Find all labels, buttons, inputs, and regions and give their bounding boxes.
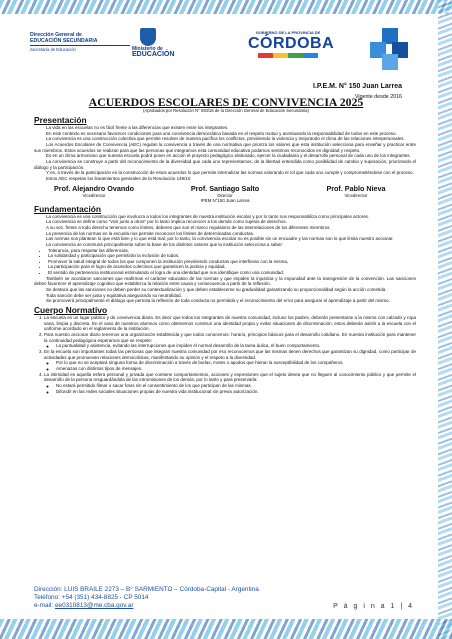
paragraph: Es en un clima armonioso que nuestra escuela podrá poner en acción el proyecto pedagógico elaborado, ejercer la ciudadanía y el desarrollo personal de cada uno de los integrantes. <box>46 153 411 159</box>
footer-email-line: e-mail: ee0310813@me.cba.gov.ar <box>34 602 134 610</box>
paragraph: La convivencia se construirá principalmente sobre la base de los distintos valores que la institución selecciona a saber: <box>46 241 284 247</box>
email-link[interactable]: ee0310813@me.cba.gov.ar <box>54 602 134 610</box>
list-item: ◦ Por lo que no se aceptará ninguna forma de discriminación a través de burlas, motes o apodos que hieran la susceptibilidad de los compañeros. <box>56 360 416 366</box>
paragraph: La convivencia es una construcción colectiva que permite resolver de manera pacífica los conflictos, previniendo la violencia y mejorando el clima de las relaciones interpersonales. <box>46 136 405 142</box>
dges-logo: Dirección General de EDUCACIÓN SECUNDARIA Secretaría de Educación <box>30 32 130 52</box>
sub-list <box>44 383 416 394</box>
list-item: 4. La intimidad es aquella esfera personal y privada que contiene comportamientos, acciones y expresiones que el sujeto desea que no lleguen al conocimiento público y que permite el desarrollo de la persona resguardándola de las intromisiones de los demás, por lo tanto y para preservarla: ◦ No estará permitido filmar o sacar fotos sin el consentimiento de los que participan de las mismas. ◦ Difundir en las redes sociales situaciones propias de nuestra vida institucional sin previa autorización. <box>44 372 416 395</box>
list-item: • La solidaridad y participación que permitirán la inclusión de todos. <box>48 253 416 259</box>
list-item: • El sentido de pertenencia institucional estimulando el logro de una identidad que nos identifique como una comunidad. <box>48 270 416 276</box>
ministerio-emblem-icon <box>140 28 156 46</box>
paragraph: Se promoverá principalmente el diálogo que permita la reflexión de toda conducta no permitida y el reconocimiento del error para asegurar el aprendizaje a partir del mismo. <box>46 298 390 304</box>
page-title: ACUERDOS ESCOLARES DE CONVIVENCIA 2025 <box>88 95 364 109</box>
school-name: I.P.E.M. N° 150 Juan Larrea <box>312 83 402 90</box>
list-item: • Promover la salud integral de todos los que componen la institución previniendo conductas que interfieran con la misma, <box>48 259 416 265</box>
paragraph: Los Acuerdos Escolares de Convivencia (AEC) regulan la convivencia a través de una normativa que prioriza los valores que esta institución selecciona para enseñar y practicar entre sus miembros. Estos acuerdos se realizan para que las personas que integramos esta comunidad educativa podamos sentirnos reconocidos en dignidad y respeto. <box>34 141 416 153</box>
cordoba-color-bar <box>258 53 318 58</box>
values-list <box>34 248 416 276</box>
paragraph: En este contexto es necesario favorecer condiciones para una convivencia democrática basada en el respeto mutuo y acentuando la responsabilidad de todos en este proceso. <box>46 130 397 136</box>
sub-list <box>44 360 416 371</box>
decorative-bottom-band <box>0 619 452 639</box>
list-item: ◦ Difundir en las redes sociales situaciones propias de nuestra vida institucional sin previa autorización. <box>56 389 416 395</box>
paragraph: La vida en las escuelas no es fácil frente a las diferencias que existen entre los integrantes. <box>46 125 229 130</box>
paragraph: La convivencia se define como "vivir junto a otros" por lo tanto implica reconocer a los demás como sujetos de derechos. <box>46 219 287 225</box>
ministerio-logo: Ministerio de EDUCACIÓN <box>132 28 192 58</box>
paragraph: Se destaca que las sanciones no deben perder su contextualización y que deben establecerse su gradualidad garantizando su proporcionalidad según la acción cometida. <box>46 287 387 293</box>
vigente-label: Vigente desde 2016 <box>354 94 402 100</box>
list-item: ◦ Amenazas con distintos tipos de mensajes. <box>56 366 416 372</box>
footer-address: Dirección: LUIS BRAILE 2273 – B° SARMIENTO – Córdoba-Capital - Argentina <box>34 586 259 593</box>
paragraph: Toda sanción debe ser justa y equitativa asegurando su neutralidad. <box>46 292 182 298</box>
list-item: 1. La escuela es un lugar público y de convivencia diaria. Es decir que todos los integrantes de nuestra comunidad, incluso los padres, deberán presentarse a la misma con calzado y ropa sana, limpia y discreta. En el caso de nuestros alumnos como obtenemos construir una identidad propia y evitar situaciones de discriminación, estos deberán asistir a la escuela con el uniforme acordado en el reglamento de la institución. <box>44 315 416 332</box>
paragraph: La presencia de las normas en la escuela nos permite reconocer los límites de determinadas conductas. <box>46 230 255 236</box>
section-heading-fundamentacion: Fundamentación <box>34 203 102 214</box>
school-logo-icon <box>370 28 410 70</box>
page-number: P á g i n a 1 | 4 <box>333 603 414 610</box>
paragraph: Las normas nos plantean lo que está bien y lo que está mal, por lo tanto, la convivencia escolar no es posible sin un encuadre y las normas son lo que limita nuestro accionar. <box>46 236 394 242</box>
document-body <box>34 114 416 394</box>
list-item: 3. En la escuela son importantes todas las personas que integran nuestra comunidad por eso reconocemos que las mismas tienen derechos que garantizan su dignidad, como participar de actividades que promuevan relaciones democráticas, manifestando su opinión y el respeto a la diversidad. ◦ Por lo que no se aceptará ninguna forma de discriminación a través de burlas, motes o apodos que hieran la susceptibilidad de los compañeros. ◦ Amenazas con distintos tipos de mensajes. <box>44 349 416 372</box>
list-item: • La participación para el logro de acuerdos colectivos que garanticen la justicia y equidad, <box>48 264 416 270</box>
footer-phone: Teléfono: +54 (351) 434-8825 - CP 5014 <box>34 594 149 602</box>
paragraph: También se acordaron sanciones que reafirman el carácter educativo de las normas y que impiden la injusticia y la impunidad ante la transgresión de la convención. Las sanciones deben favorecer el aprendizaje cognitivo que establezca la relación entre causa y consecuencia a partir de la reflexión. <box>34 275 416 287</box>
list-item: ◦ No estará permitido filmar o sacar fotos sin el consentimiento de los que participan de las mismas. <box>56 383 416 389</box>
signatures <box>34 185 416 203</box>
cordoba-logo: GOBIERNO DE LA PROVINCIA DE CÓRDOBA <box>248 30 328 58</box>
section-heading-presentacion: Presentación <box>34 115 87 125</box>
paragraph: Estos AEC respetan los lineamientos generales de la Resolución 149/10 <box>46 175 191 181</box>
signature-block: Prof. Alejandro Ovando Vicedirector <box>53 183 134 198</box>
paragraph: La convivencia es una construcción que involucra a todos los integrantes de nuestra institución escolar y por lo tanto nos responsabiliza como principales actores. <box>46 213 370 219</box>
page-header <box>0 28 452 74</box>
signature-block: Prof. Santiago Salto Director IPEM N°150 Juan Larrea <box>190 183 260 203</box>
paragraph: Y es, a través de la participación en la construcción de estos acuerdos lo que permite internalizar las normas valorando el rol que cada uno cumple y comprometiéndose con el proceso. <box>46 170 414 176</box>
decorative-top-band <box>0 0 452 14</box>
list-item: 2. Para nuestro accionar diario tenemos una organización establecida y que todos conocemos: horario, principios básicos para el desarrollo cotidiano. En nuestra institución para mantener la continuidad pedagógica esperamos que se respete: ◦ La puntualidad y asistencia, evitando las interrupciones que impiden el normal desarrollo de la tarea áulica, el buen comportamiento. <box>44 332 416 349</box>
section-heading-cuerpo-normativo: Cuerpo Normativo <box>34 305 108 316</box>
paragraph: La convivencia se construye a partir del reconocimiento de la diversidad que cada uno representamos, de la libertad entendida como posibilidad de cambio y superación, priorizando el diálogo y la participación. <box>34 158 416 170</box>
signature-block: Prof. Pablo Nieva Vicedirector <box>326 183 386 198</box>
paragraph: A su vez, frente a todo derecho tenemos como límites, deberes que son el marco regulatorio de las interrelaciones de los diferentes miembros. <box>46 224 331 230</box>
list-item: ◦ La puntualidad y asistencia, evitando las interrupciones que impiden el normal desarrollo de la tarea áulica, el buen comportamiento. <box>56 343 416 349</box>
list-item: • Tolerancia, para respetar las diferencias, <box>48 248 416 254</box>
page-subtitle: (Aprobados por Resolución N° 093/16 de la Dirección General de Educación Secundaria) <box>143 108 309 113</box>
rules-list <box>34 315 416 394</box>
